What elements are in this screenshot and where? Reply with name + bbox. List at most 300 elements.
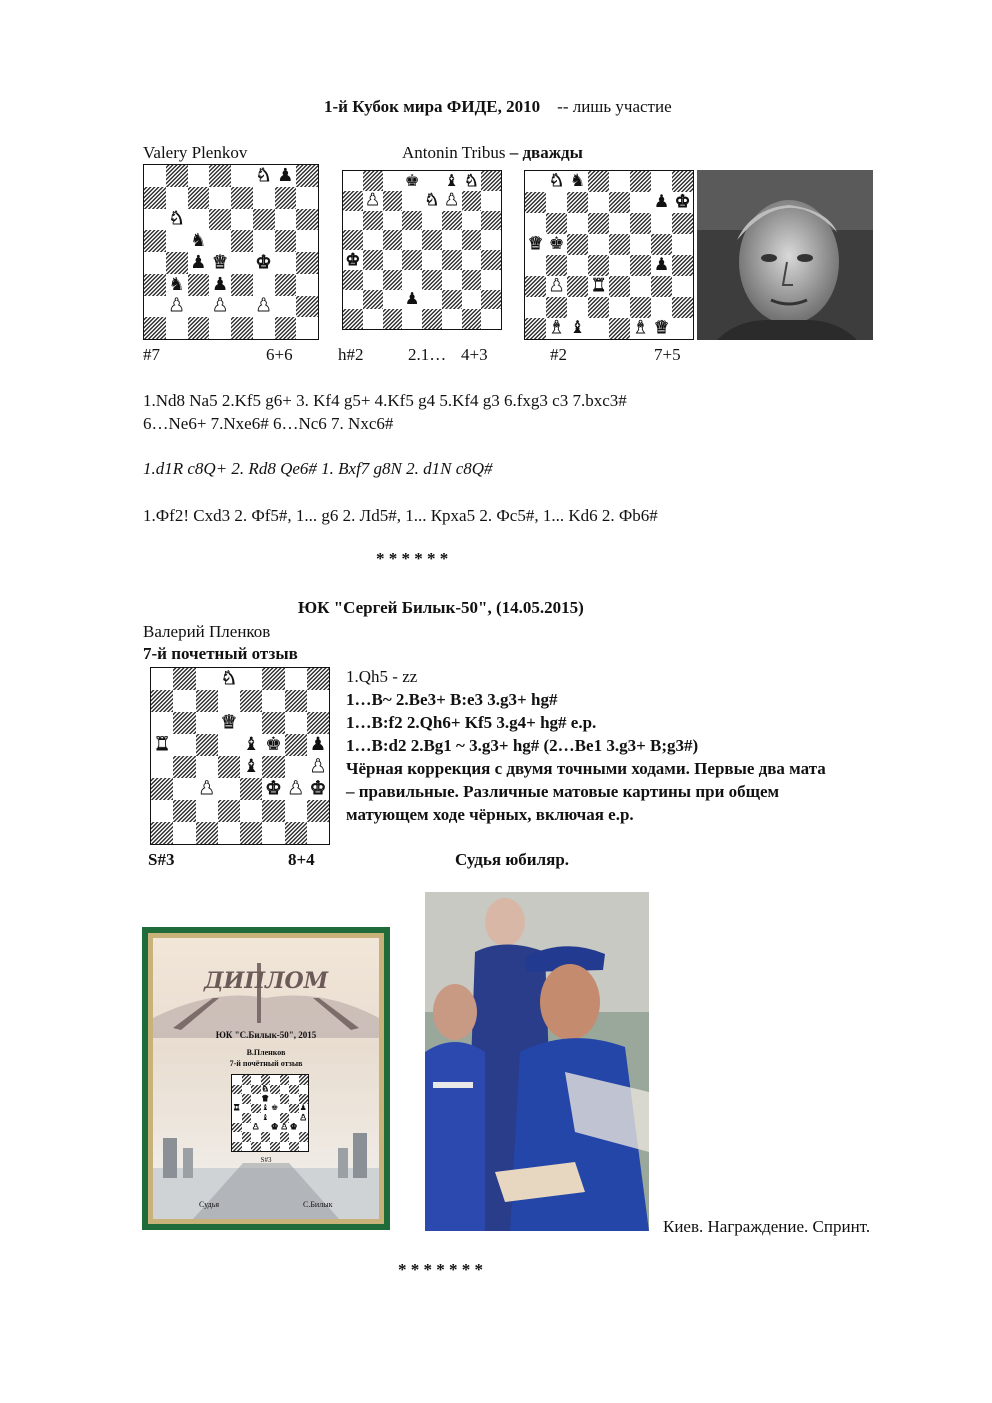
board-square — [240, 734, 262, 756]
white-knight-icon: ♞ — [168, 208, 185, 230]
white-knight-icon: ♞ — [548, 171, 565, 191]
board-square — [630, 318, 651, 339]
board-square — [240, 712, 262, 734]
board-square — [173, 712, 195, 734]
board-square — [525, 234, 546, 255]
board-square — [546, 171, 567, 192]
board-square — [173, 756, 195, 778]
section2-title: ЮК "Сергей Билык-50", (14.05.2015) — [298, 598, 584, 617]
board-square — [196, 822, 218, 844]
board-square — [567, 171, 588, 192]
board-square — [343, 309, 363, 329]
board-square — [188, 209, 210, 231]
board-square — [218, 778, 240, 800]
board-square — [218, 712, 240, 734]
board-square — [144, 230, 166, 252]
board-square — [299, 1094, 309, 1104]
board-square — [567, 255, 588, 276]
board-square — [253, 274, 275, 296]
board-square — [630, 297, 651, 318]
board-square — [289, 1104, 299, 1114]
board-square — [240, 756, 262, 778]
board-square — [270, 1113, 280, 1123]
section1-title — [324, 96, 672, 117]
board-square — [261, 1085, 271, 1095]
board-square — [240, 668, 262, 690]
board-square — [151, 800, 173, 822]
board-square — [285, 800, 307, 822]
board-square — [299, 1104, 309, 1114]
section2-comment2: – правильные. Различные матовые картины при общем — [346, 782, 780, 801]
board-square — [166, 252, 188, 274]
board-square — [609, 213, 630, 234]
board-square — [144, 274, 166, 296]
board-square — [280, 1075, 290, 1085]
board-square — [231, 296, 253, 318]
photo-caption: Киев. Награждение. Спринт. — [663, 1217, 871, 1236]
diagram-tribus-2 — [524, 170, 694, 340]
section2-comment1: Чёрная коррекция с двумя точными ходами. Первые два мата — [346, 759, 826, 778]
separator-2: * * * * * * * — [398, 1260, 483, 1279]
author-left: Valery Plenkov — [143, 143, 248, 162]
board-square — [196, 668, 218, 690]
board-square — [481, 191, 501, 211]
board-square — [232, 1132, 242, 1142]
board-square — [231, 187, 253, 209]
board-square — [166, 209, 188, 231]
board-square — [262, 734, 284, 756]
board-square — [166, 317, 188, 339]
black-bishop-icon: ♝ — [242, 756, 260, 777]
diagram3-stip: #2 — [550, 345, 567, 364]
black-king-icon: ♚ — [548, 234, 565, 254]
board-square — [262, 800, 284, 822]
board-square — [232, 1104, 242, 1114]
diploma-stip: S#3 — [260, 1156, 272, 1164]
board-square — [232, 1142, 242, 1152]
board-square — [672, 297, 693, 318]
board-square — [588, 213, 609, 234]
board-square — [609, 276, 630, 297]
board-square — [383, 211, 403, 231]
board-square — [196, 734, 218, 756]
board-square — [672, 255, 693, 276]
board-square — [251, 1142, 261, 1152]
board-square — [307, 778, 329, 800]
board-square — [289, 1132, 299, 1142]
board-square — [242, 1094, 252, 1104]
board-square — [151, 734, 173, 756]
black-knight-icon: ♞ — [168, 273, 185, 295]
board-square — [481, 309, 501, 329]
board-square — [151, 668, 173, 690]
board-square — [672, 318, 693, 339]
board-square — [546, 234, 567, 255]
board-square — [285, 668, 307, 690]
board-square — [196, 712, 218, 734]
white-rook-icon: ♜ — [233, 1103, 241, 1113]
board-square — [383, 171, 403, 191]
board-square — [209, 165, 231, 187]
board-square — [166, 296, 188, 318]
board-square — [299, 1132, 309, 1142]
board-square — [307, 800, 329, 822]
board-square — [188, 317, 210, 339]
white-pawn-icon: ♟ — [252, 1122, 260, 1132]
board-square — [363, 250, 383, 270]
board-square — [270, 1094, 280, 1104]
board-square — [343, 250, 363, 270]
board-square — [402, 171, 422, 191]
board-square — [275, 317, 297, 339]
board-square — [525, 171, 546, 192]
author-right — [402, 142, 583, 163]
board-square — [270, 1132, 280, 1142]
board-square — [363, 211, 383, 231]
white-pawn-icon: ♟ — [309, 756, 327, 777]
black-pawn-icon: ♟ — [299, 1103, 307, 1113]
board-square — [285, 756, 307, 778]
board-square — [672, 192, 693, 213]
board-square — [481, 290, 501, 310]
board-square — [630, 255, 651, 276]
black-pawn-icon: ♟ — [190, 252, 207, 273]
white-pawn-icon: ♟ — [365, 190, 380, 210]
board-square — [630, 192, 651, 213]
white-king-icon: ♚ — [271, 1122, 279, 1132]
board-square — [280, 1094, 290, 1104]
board-square — [242, 1075, 252, 1085]
board-square — [546, 297, 567, 318]
section2-line2: 1…B:f2 2.Qh6+ Kf5 3.g4+ hg# e.p. — [346, 713, 597, 732]
board-square — [275, 187, 297, 209]
board-square — [262, 756, 284, 778]
board-square — [262, 668, 284, 690]
board-square — [209, 317, 231, 339]
board-square — [188, 165, 210, 187]
board-square — [422, 309, 442, 329]
board-square — [296, 187, 318, 209]
black-pawn-icon: ♟ — [404, 289, 420, 309]
board-square — [240, 800, 262, 822]
board-square — [651, 192, 672, 213]
board-square — [144, 252, 166, 274]
diagram2-count: 4+3 — [461, 345, 488, 364]
board-square — [672, 276, 693, 297]
board-square — [262, 778, 284, 800]
board-square — [546, 318, 567, 339]
white-pawn-icon: ♟ — [255, 295, 272, 317]
board-square — [240, 822, 262, 844]
board-square — [296, 209, 318, 231]
white-bishop-icon: ♝ — [632, 318, 649, 338]
board-square — [188, 187, 210, 209]
board-square — [196, 800, 218, 822]
board-square — [275, 296, 297, 318]
solution2: 1.d1R c8Q+ 2. Rd8 Qe6# 1. Bxf7 g8N 2. d1N c8Q# — [143, 459, 493, 478]
board-square — [280, 1132, 290, 1142]
section2-comment3: матующем ходе чёрных, включая e.p. — [346, 805, 634, 824]
board-square — [609, 171, 630, 192]
board-square — [296, 230, 318, 252]
board-square — [151, 822, 173, 844]
board-square — [251, 1132, 261, 1142]
board-square — [280, 1104, 290, 1114]
board-square — [166, 165, 188, 187]
white-queen-icon: ♛ — [212, 252, 229, 273]
board-square — [270, 1123, 280, 1133]
black-bishop-icon: ♝ — [242, 734, 260, 755]
white-pawn-icon: ♟ — [198, 778, 215, 799]
board-square — [383, 270, 403, 290]
board-square — [609, 192, 630, 213]
board-square — [462, 191, 482, 211]
board-square — [383, 230, 403, 250]
board-square — [231, 209, 253, 231]
board-square — [525, 297, 546, 318]
white-queen-icon: ♛ — [220, 712, 238, 733]
board-square — [231, 230, 253, 252]
black-king-icon: ♚ — [271, 1103, 279, 1113]
white-knight-icon: ♞ — [255, 165, 272, 186]
board-square — [296, 252, 318, 274]
white-pawn-icon: ♟ — [168, 295, 185, 317]
board-square — [251, 1094, 261, 1104]
board-square — [402, 230, 422, 250]
board-square — [188, 296, 210, 318]
board-square — [481, 250, 501, 270]
white-queen-icon: ♛ — [261, 1094, 269, 1103]
board-square — [280, 1085, 290, 1095]
board-square — [261, 1104, 271, 1114]
board-square — [422, 171, 442, 191]
board-square — [383, 309, 403, 329]
board-square — [275, 230, 297, 252]
board-square — [261, 1094, 271, 1104]
board-square — [299, 1075, 309, 1085]
board-square — [422, 270, 442, 290]
board-square — [144, 317, 166, 339]
board-square — [525, 192, 546, 213]
portrait-photo — [697, 170, 873, 340]
board-square — [567, 318, 588, 339]
board-square — [275, 274, 297, 296]
board-square — [672, 213, 693, 234]
board-square — [275, 252, 297, 274]
board-square — [588, 192, 609, 213]
board-square — [289, 1113, 299, 1123]
black-bishop-icon: ♝ — [261, 1103, 269, 1113]
board-square — [525, 213, 546, 234]
board-square — [462, 211, 482, 231]
board-square — [218, 800, 240, 822]
board-square — [253, 296, 275, 318]
black-pawn-icon: ♟ — [653, 192, 670, 212]
board-square — [402, 270, 422, 290]
white-bishop-icon: ♝ — [548, 318, 565, 338]
board-square — [173, 668, 195, 690]
board-square — [232, 1085, 242, 1095]
board-square — [363, 171, 383, 191]
board-square — [261, 1075, 271, 1085]
board-square — [630, 213, 651, 234]
board-square — [253, 187, 275, 209]
white-pawn-icon: ♟ — [299, 1113, 307, 1122]
board-square — [383, 290, 403, 310]
board-square — [651, 276, 672, 297]
white-pawn-icon: ♟ — [212, 295, 229, 317]
board-square — [242, 1132, 252, 1142]
board-square — [442, 171, 462, 191]
board-square — [383, 191, 403, 211]
board-square — [609, 255, 630, 276]
white-knight-icon: ♞ — [220, 668, 238, 689]
board-square — [442, 211, 462, 231]
board-square — [285, 690, 307, 712]
board-square — [270, 1104, 280, 1114]
board-square — [343, 211, 363, 231]
board-square — [588, 318, 609, 339]
board-square — [672, 234, 693, 255]
author-right-name: Antonin Tribus — [402, 143, 506, 162]
board-square — [672, 171, 693, 192]
board-square — [567, 297, 588, 318]
board-square — [188, 230, 210, 252]
board-square — [363, 309, 383, 329]
board-square — [307, 712, 329, 734]
board-square — [630, 234, 651, 255]
diploma-diagram — [231, 1074, 309, 1152]
board-square — [422, 211, 442, 231]
board-square — [173, 690, 195, 712]
board-square — [218, 822, 240, 844]
board-square — [422, 250, 442, 270]
board-square — [242, 1113, 252, 1123]
board-square — [240, 778, 262, 800]
board-square — [546, 276, 567, 297]
diagram2-sol: 2.1… — [408, 345, 447, 364]
black-bishop-icon: ♝ — [444, 171, 459, 190]
board-square — [442, 290, 462, 310]
board-square — [651, 318, 672, 339]
board-square — [280, 1113, 290, 1123]
board-square — [242, 1123, 252, 1133]
board-square — [261, 1123, 271, 1133]
board-square — [151, 712, 173, 734]
board-square — [253, 252, 275, 274]
board-square — [630, 171, 651, 192]
board-square — [231, 274, 253, 296]
board-square — [275, 165, 297, 187]
board-square — [609, 297, 630, 318]
board-square — [218, 668, 240, 690]
board-square — [462, 309, 482, 329]
black-bishop-icon: ♝ — [261, 1113, 269, 1122]
board-square — [307, 822, 329, 844]
board-square — [231, 252, 253, 274]
section2-line3: 1…B:d2 2.Bg1 ~ 3.g3+ hg# (2…Be1 3.g3+ B;g3#) — [346, 736, 699, 755]
board-square — [462, 230, 482, 250]
section2-stip: S#3 — [148, 850, 175, 869]
board-square — [196, 690, 218, 712]
board-square — [588, 171, 609, 192]
board-square — [151, 778, 173, 800]
board-square — [196, 756, 218, 778]
ceremony-photo — [425, 892, 649, 1231]
board-square — [270, 1085, 280, 1095]
section2-author: Валерий Пленков — [143, 622, 271, 641]
board-square — [280, 1142, 290, 1152]
section2-line1: 1…B~ 2.Be3+ B:e3 3.g3+ hg# — [346, 690, 558, 709]
author-right-note: – дважды — [509, 143, 583, 162]
board-square — [442, 270, 462, 290]
board-square — [289, 1094, 299, 1104]
board-square — [402, 191, 422, 211]
white-pawn-icon: ♟ — [548, 276, 565, 296]
board-square — [422, 290, 442, 310]
board-square — [609, 234, 630, 255]
board-square — [218, 690, 240, 712]
section2-award: 7-й почетный отзыв — [143, 644, 298, 663]
board-square — [285, 712, 307, 734]
board-square — [299, 1085, 309, 1095]
board-square — [289, 1075, 299, 1085]
white-pawn-icon: ♟ — [280, 1122, 288, 1132]
board-square — [299, 1142, 309, 1152]
black-pawn-icon: ♟ — [653, 255, 670, 275]
white-rook-icon: ♜ — [590, 276, 607, 296]
board-square — [546, 192, 567, 213]
board-square — [242, 1085, 252, 1095]
board-square — [299, 1113, 309, 1123]
board-square — [144, 296, 166, 318]
white-pawn-icon: ♟ — [287, 778, 304, 799]
board-square — [166, 187, 188, 209]
board-square — [588, 297, 609, 318]
board-square — [218, 734, 240, 756]
board-square — [567, 234, 588, 255]
board-square — [280, 1123, 290, 1133]
board-square — [218, 756, 240, 778]
white-knight-icon: ♞ — [424, 190, 440, 210]
white-knight-icon: ♞ — [464, 171, 479, 190]
diploma-title: ДИПЛОМ — [203, 968, 329, 994]
white-pawn-icon: ♟ — [444, 190, 459, 210]
board-square — [209, 252, 231, 274]
board-square — [307, 756, 329, 778]
board-square — [232, 1075, 242, 1085]
board-square — [651, 213, 672, 234]
board-square — [173, 734, 195, 756]
board-square — [363, 230, 383, 250]
board-square — [525, 276, 546, 297]
diagram-plenkov-1 — [143, 164, 319, 340]
white-king-icon: ♚ — [255, 252, 272, 273]
board-square — [242, 1142, 252, 1152]
solution3: 1.Фf2! Cxd3 2. Фf5#, 1... g6 2. Лd5#, 1... Крxa5 2. Фc5#, 1... Kd6 2. Фb6# — [143, 506, 658, 525]
board-square — [144, 187, 166, 209]
board-square — [262, 690, 284, 712]
board-square — [462, 270, 482, 290]
board-square — [151, 756, 173, 778]
board-square — [402, 290, 422, 310]
diagram1-count: 6+6 — [266, 345, 293, 364]
board-square — [442, 309, 462, 329]
diagram3-count: 7+5 — [654, 345, 681, 364]
board-square — [253, 209, 275, 231]
solution1-line1: 1.Nd8 Na5 2.Kf5 g6+ 3. Kf4 g5+ 4.Kf5 g4 5.Kf4 g3 6.fxg3 c3 7.bxc3# — [143, 391, 627, 410]
board-square — [442, 250, 462, 270]
